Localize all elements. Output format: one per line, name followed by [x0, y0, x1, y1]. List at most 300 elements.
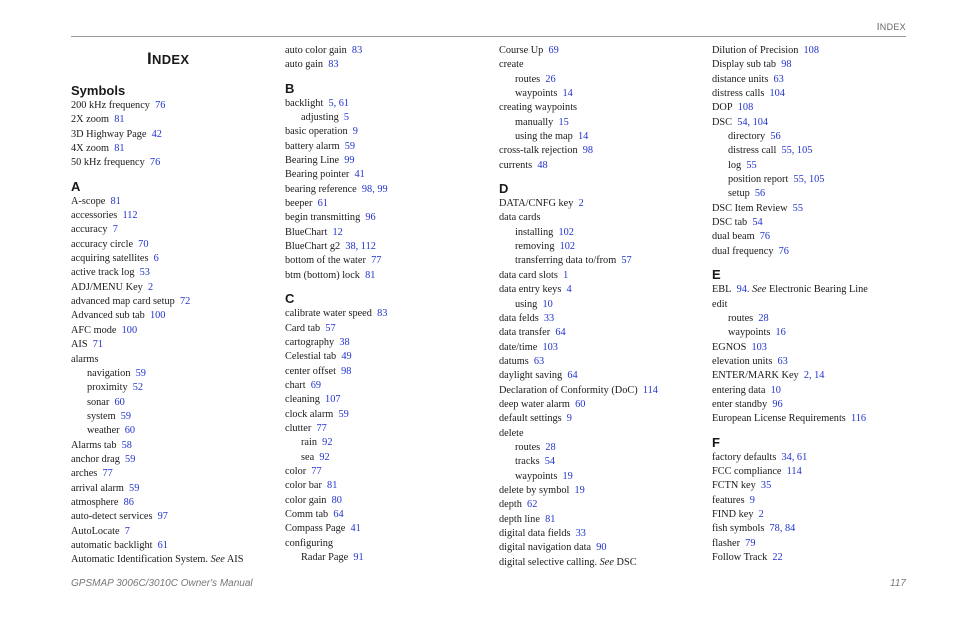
page-reference-link[interactable]: 102	[559, 241, 576, 253]
page-reference-link[interactable]: 64	[333, 508, 344, 520]
page-reference-link[interactable]: 77	[102, 468, 113, 480]
page-reference-link[interactable]: 81	[110, 195, 121, 207]
page-reference-link[interactable]: 55	[746, 159, 757, 171]
page-reference-link[interactable]: 81	[114, 114, 125, 126]
index-term: center offset	[285, 365, 336, 377]
page-reference-link[interactable]: 55, 105	[793, 174, 825, 186]
index-entry	[712, 245, 917, 259]
index-term: AIS	[71, 339, 88, 351]
index-term: distress calls	[712, 88, 765, 100]
page-reference-link[interactable]: 77	[316, 422, 327, 434]
index-entry	[71, 467, 276, 481]
index-subentry	[499, 116, 704, 130]
page-reference-link[interactable]: 38, 112	[345, 241, 376, 253]
index-entry	[285, 422, 490, 436]
page-reference-link[interactable]: 64	[567, 370, 578, 382]
index-entry	[499, 144, 704, 158]
index-subentry	[285, 436, 490, 450]
index-entry	[712, 537, 917, 551]
page-reference-link[interactable]: 114	[642, 384, 658, 396]
index-entry	[285, 508, 490, 522]
index-entry	[285, 393, 490, 407]
index-entry	[71, 353, 276, 367]
page-reference-link[interactable]: 57	[621, 255, 632, 267]
page-reference-link[interactable]: 19	[574, 484, 585, 496]
page-reference-link[interactable]: 99	[344, 155, 355, 167]
footer-manual-title: GPSMAP 3006C/3010C Owner's Manual	[71, 578, 253, 589]
page-reference-link[interactable]: 92	[322, 437, 333, 449]
index-term: DSC tab	[712, 217, 748, 229]
index-entry	[71, 324, 276, 338]
index-subentry	[499, 470, 704, 484]
page-reference-link[interactable]: 81	[114, 143, 125, 155]
index-term: EGNOS	[712, 341, 747, 353]
index-term: navigation	[87, 367, 131, 379]
page-reference-link[interactable]: 59	[120, 410, 132, 422]
index-term: arrival alarm	[71, 482, 124, 494]
page-reference-link[interactable]: 98	[781, 59, 792, 71]
index-entry	[499, 513, 704, 527]
page-reference-link[interactable]: 61	[157, 539, 168, 551]
page-reference-link[interactable]: 14	[577, 131, 589, 143]
index-term: position report	[728, 174, 789, 186]
page-reference-link[interactable]: 63	[533, 355, 545, 367]
page-reference-link[interactable]: 28	[758, 312, 769, 324]
index-term: manually	[515, 116, 554, 128]
index-entry	[499, 269, 704, 283]
index-term: advanced map card setup	[71, 296, 175, 308]
page-reference-link[interactable]: 103	[751, 341, 767, 353]
index-subentry	[712, 187, 917, 201]
index-entry	[499, 44, 704, 58]
page-reference-link[interactable]: 60	[575, 398, 586, 410]
page-reference-link[interactable]: 96	[772, 398, 783, 410]
index-entry	[285, 269, 490, 283]
page-reference-link[interactable]: 78, 84	[769, 523, 796, 535]
page-reference-link[interactable]: 103	[542, 341, 558, 353]
page-reference-link[interactable]: 76	[149, 157, 161, 169]
index-term: Bearing pointer	[285, 169, 350, 181]
page-reference-link[interactable]: 72	[179, 296, 191, 308]
page-reference-link[interactable]: 77	[371, 255, 382, 267]
index-entry	[499, 312, 704, 326]
page-reference-link[interactable]: 14	[562, 88, 573, 100]
index-subentry	[285, 111, 490, 125]
index-term: acquiring satellites	[71, 253, 149, 265]
running-head	[877, 22, 906, 33]
page-reference-link[interactable]: 10	[542, 298, 553, 310]
index-term: 50 kHz frequency	[71, 157, 145, 169]
index-entry	[71, 496, 276, 510]
index-entry	[712, 465, 917, 479]
index-term: digital navigation data	[499, 542, 592, 554]
index-column-1	[71, 83, 276, 568]
index-subentry	[499, 441, 704, 455]
index-term: bottom of the water	[285, 255, 366, 267]
index-term: digital data fields	[499, 528, 571, 539]
page-reference-link[interactable]: 59	[129, 482, 140, 494]
page-reference-link[interactable]: 59	[344, 140, 356, 152]
page-reference-link[interactable]: 48	[537, 159, 548, 171]
index-entry	[712, 398, 917, 412]
page-reference-link[interactable]: 98, 99	[361, 183, 388, 195]
page-reference-link[interactable]: 98	[582, 145, 594, 157]
index-term: elevation units	[712, 355, 773, 367]
index-term: Advanced sub tab	[71, 310, 145, 322]
index-term: begin transmitting	[285, 212, 361, 224]
index-term: fish symbols	[712, 523, 765, 535]
page-reference-link[interactable]: 102	[558, 226, 574, 238]
page-reference-link[interactable]: 71	[92, 339, 104, 351]
page-reference-link[interactable]: 34, 61	[781, 451, 808, 463]
index-entry	[499, 427, 704, 441]
index-entry	[285, 226, 490, 240]
index-entry	[71, 252, 276, 266]
index-term: DATA/CNFG key	[499, 198, 574, 210]
index-term: clutter	[285, 422, 312, 434]
page-reference-link[interactable]: 19	[562, 470, 573, 482]
page-reference-link[interactable]: 57	[325, 322, 336, 334]
page-reference-link[interactable]: 100	[121, 324, 138, 336]
page-reference-link[interactable]: 59	[135, 367, 146, 379]
index-term: color	[285, 465, 307, 477]
page-reference-link[interactable]: 63	[773, 73, 784, 85]
index-term: Radar Page	[301, 552, 349, 563]
index-term: basic operation	[285, 126, 348, 138]
index-subentry	[499, 240, 704, 254]
index-entry	[712, 73, 917, 87]
index-entry	[285, 140, 490, 154]
index-entry	[712, 451, 917, 465]
page-reference-link[interactable]: 56	[754, 188, 766, 200]
index-term: auto-detect services	[71, 511, 153, 523]
page-reference-link[interactable]: 81	[327, 480, 338, 492]
page-reference-link[interactable]: 9	[352, 126, 358, 138]
header-rule	[71, 36, 906, 37]
index-term: FCTN key	[712, 480, 756, 492]
section-heading: A	[71, 178, 81, 194]
index-term: flasher	[712, 537, 741, 549]
page-reference-link[interactable]: 58	[121, 439, 132, 451]
index-term: BlueChart g2	[285, 241, 341, 253]
page-reference-link[interactable]: 97	[157, 511, 168, 523]
index-term: tracks	[515, 456, 540, 468]
index-entry	[285, 350, 490, 364]
index-entry	[499, 159, 704, 173]
index-term: arches	[71, 468, 98, 480]
index-entry	[499, 412, 704, 426]
index-term: depth line	[499, 513, 540, 525]
index-term: beeper	[285, 198, 313, 210]
index-entry	[71, 482, 276, 496]
index-entry	[285, 125, 490, 139]
page-reference-link[interactable]: 100	[149, 310, 166, 322]
index-entry	[71, 553, 276, 567]
index-entry	[285, 197, 490, 211]
index-term: alarms	[71, 353, 99, 365]
see-label: See	[752, 284, 767, 296]
page-reference-link[interactable]: 6	[153, 253, 159, 265]
index-term: Follow Track	[712, 552, 768, 563]
index-term: installing	[515, 226, 554, 238]
index-subentry	[71, 396, 276, 410]
index-entry	[71, 128, 276, 142]
page-reference-link[interactable]: 70	[138, 238, 149, 250]
index-entry	[285, 44, 490, 58]
index-term: cartography	[285, 336, 335, 348]
page-reference-link[interactable]: 54	[544, 456, 556, 468]
page-reference-link[interactable]: 62	[527, 499, 538, 511]
running-head-initial: I	[876, 22, 880, 33]
index-entry	[71, 510, 276, 524]
index-entry	[285, 365, 490, 379]
index-term: depth	[499, 499, 522, 511]
index-entry	[285, 522, 490, 536]
page-reference-link[interactable]: 54	[752, 217, 763, 229]
index-entry	[285, 97, 490, 111]
index-term: default settings	[499, 413, 562, 425]
index-entry	[285, 254, 490, 268]
page-reference-link[interactable]: 2	[578, 198, 584, 210]
page-reference-link[interactable]: 28	[545, 441, 556, 453]
index-term: deep water alarm	[499, 398, 570, 410]
page-reference-link[interactable]: 98	[341, 365, 352, 377]
page-reference-link[interactable]: 10	[770, 384, 781, 396]
index-term: Automatic Identification System.	[71, 554, 208, 566]
page-reference-link[interactable]: 83	[328, 59, 339, 71]
page-reference-link[interactable]: 79	[745, 537, 756, 549]
index-entry	[285, 379, 490, 393]
page-reference-link[interactable]: 63	[777, 355, 788, 367]
page-reference-link[interactable]: 77	[311, 465, 322, 477]
page-reference-link[interactable]: 5, 61	[328, 97, 350, 109]
section-heading: F	[712, 434, 720, 450]
index-term: data felds	[499, 312, 539, 324]
index-term: date/time	[499, 341, 538, 353]
index-term: Celestial tab	[285, 351, 337, 363]
index-entry	[499, 398, 704, 412]
page-reference-link[interactable]: 92	[319, 451, 330, 463]
page-reference-link[interactable]: 16	[775, 327, 786, 339]
index-term: 200 kHz frequency	[71, 100, 150, 111]
page-reference-link[interactable]: 94.	[736, 284, 750, 296]
page-reference-link[interactable]: 59	[338, 408, 349, 420]
page-reference-link[interactable]: 80	[331, 494, 342, 506]
page-reference-link[interactable]: 108	[737, 102, 754, 114]
page-reference-link[interactable]: 69	[310, 379, 322, 391]
page-reference-link[interactable]: 2	[147, 281, 154, 293]
index-term: Course Up	[499, 45, 544, 56]
index-entry	[285, 154, 490, 168]
index-term: removing	[515, 241, 555, 253]
page-reference-link[interactable]: 41	[354, 169, 365, 181]
index-term: auto gain	[285, 59, 324, 71]
page-reference-link[interactable]: 49	[341, 351, 352, 363]
index-entry	[285, 183, 490, 197]
index-term: active track log	[71, 267, 135, 279]
index-entry	[71, 525, 276, 539]
page-reference-link[interactable]: 60	[114, 396, 125, 408]
index-entry	[285, 408, 490, 422]
page-reference-link[interactable]: 60	[124, 425, 136, 437]
index-entry	[71, 281, 276, 295]
page-reference-link[interactable]: 76	[778, 245, 789, 257]
section-heading: E	[712, 267, 721, 283]
index-entry	[71, 223, 276, 237]
page-reference-link[interactable]: 35	[760, 480, 772, 492]
page-reference-link[interactable]: 96	[365, 212, 376, 224]
page-reference-link[interactable]: 104	[769, 88, 785, 100]
index-entry	[71, 209, 276, 223]
index-term: edit	[712, 298, 728, 310]
footer-page-number: 117	[890, 578, 906, 589]
index-term: Bearing Line	[285, 155, 340, 167]
page-reference-link[interactable]: 42	[151, 128, 162, 140]
section-heading: Symbols	[71, 83, 126, 98]
title-initial: I	[147, 49, 153, 68]
index-entry	[712, 44, 917, 58]
page-reference-link[interactable]: 114	[786, 465, 802, 477]
page-reference-link[interactable]: 64	[555, 327, 566, 339]
page-reference-link[interactable]: 7	[124, 525, 130, 537]
index-term: AutoLocate	[71, 525, 120, 537]
page-reference-link[interactable]: 56	[770, 131, 781, 143]
page-reference-link[interactable]: 81	[365, 269, 376, 281]
index-subentry	[71, 367, 276, 381]
index-entry	[712, 494, 917, 508]
page-reference-link[interactable]: 9	[749, 494, 755, 506]
index-term: waypoints	[728, 327, 771, 339]
index-term: delete	[499, 427, 524, 439]
page-reference-link[interactable]: 61	[317, 198, 328, 210]
page-reference-link[interactable]: 33	[543, 312, 555, 324]
page-reference-link[interactable]: 12	[332, 226, 343, 238]
index-entry	[499, 101, 704, 115]
index-entry	[499, 369, 704, 383]
page-reference-link[interactable]: 33	[575, 528, 586, 539]
index-entry	[499, 384, 704, 398]
index-subentry	[71, 424, 276, 438]
index-term: proximity	[87, 382, 128, 394]
index-entry	[712, 230, 917, 244]
page-reference-link[interactable]: 116	[850, 413, 867, 425]
index-term: system	[87, 410, 116, 422]
page-reference-link[interactable]: 2, 14	[803, 370, 825, 382]
index-term: atmosphere	[71, 496, 119, 508]
index-term: configuring	[285, 537, 334, 549]
page-reference-link[interactable]: 26	[545, 73, 556, 85]
page-reference-link[interactable]: 9	[566, 413, 572, 425]
index-term: chart	[285, 379, 306, 391]
index-entry	[499, 498, 704, 512]
index-entry	[71, 113, 276, 127]
running-head-rest: NDEX	[879, 22, 906, 32]
index-entry	[712, 202, 917, 216]
title-rest: NDEX	[152, 52, 190, 67]
index-entry	[712, 101, 917, 115]
index-term: 2X zoom	[71, 114, 110, 126]
page-reference-link[interactable]: 15	[558, 116, 569, 128]
see-target: DSC	[616, 556, 637, 568]
page-reference-link[interactable]: 52	[132, 382, 144, 394]
section-heading: C	[285, 291, 295, 307]
index-term: accuracy circle	[71, 238, 134, 250]
page-reference-link[interactable]: 91	[353, 552, 364, 563]
index-term: anchor drag	[71, 453, 120, 465]
index-term: data entry keys	[499, 284, 562, 296]
page-reference-link[interactable]: 54, 104	[737, 116, 769, 128]
index-term: sonar	[87, 396, 110, 408]
page-reference-link[interactable]: 86	[123, 496, 134, 508]
index-column-3	[499, 44, 704, 570]
page-reference-link[interactable]: 108	[803, 45, 819, 56]
index-subentry	[499, 298, 704, 312]
index-term: routes	[728, 312, 754, 324]
index-term: digital selective calling.	[499, 556, 598, 568]
page-reference-link[interactable]: 1	[563, 269, 569, 281]
index-entry	[285, 336, 490, 350]
index-term: bearing reference	[285, 183, 357, 195]
index-term: DOP	[712, 102, 733, 114]
page-reference-link[interactable]: 83	[377, 308, 388, 320]
index-entry	[499, 484, 704, 498]
page-reference-link[interactable]: 55, 105	[781, 145, 813, 157]
index-term: color bar	[285, 480, 322, 492]
index-term: calibrate water speed	[285, 308, 372, 320]
index-entry	[71, 309, 276, 323]
page-reference-link[interactable]: 4	[566, 284, 572, 296]
page-reference-link[interactable]: 81	[545, 513, 556, 525]
index-entry	[71, 539, 276, 553]
page-reference-link[interactable]: 5	[343, 112, 350, 124]
index-entry	[499, 326, 704, 340]
page-reference-link[interactable]: 41	[350, 523, 361, 535]
index-subentry	[712, 326, 917, 340]
page-reference-link[interactable]: 112	[122, 210, 138, 222]
index-term: A-scope	[71, 195, 106, 207]
index-term: routes	[515, 73, 541, 85]
page-reference-link[interactable]: 76	[155, 100, 166, 111]
index-subentry	[499, 87, 704, 101]
page-reference-link[interactable]: 90	[596, 542, 607, 554]
page-reference-link[interactable]: 53	[139, 267, 150, 279]
page-reference-link[interactable]: 107	[325, 394, 341, 406]
index-entry	[499, 283, 704, 297]
see-target: Electronic Bearing Line	[768, 284, 868, 296]
index-entry	[712, 479, 917, 493]
page-reference-link[interactable]: 76	[759, 231, 771, 243]
index-term: transferring data to/from	[515, 255, 617, 267]
index-term: auto color gain	[285, 45, 347, 56]
page-reference-link[interactable]: 7	[112, 224, 118, 236]
index-entry	[712, 341, 917, 355]
index-term: DSC Item Review	[712, 202, 788, 214]
index-term: Card tab	[285, 322, 321, 334]
page-reference-link[interactable]: 83	[351, 45, 363, 56]
index-term: EBL	[712, 284, 732, 296]
page-reference-link[interactable]: 59	[125, 453, 136, 465]
index-column-4	[712, 44, 917, 565]
page-reference-link[interactable]: 55	[792, 202, 803, 214]
index-entry	[71, 266, 276, 280]
page-reference-link[interactable]: 69	[548, 45, 559, 56]
index-entry	[499, 541, 704, 555]
index-term: 4X zoom	[71, 143, 110, 155]
page-reference-link[interactable]: 22	[772, 552, 783, 563]
page-reference-link[interactable]: 2	[758, 508, 764, 520]
index-term: adjusting	[301, 112, 339, 124]
page-reference-link[interactable]: 38	[339, 336, 350, 348]
